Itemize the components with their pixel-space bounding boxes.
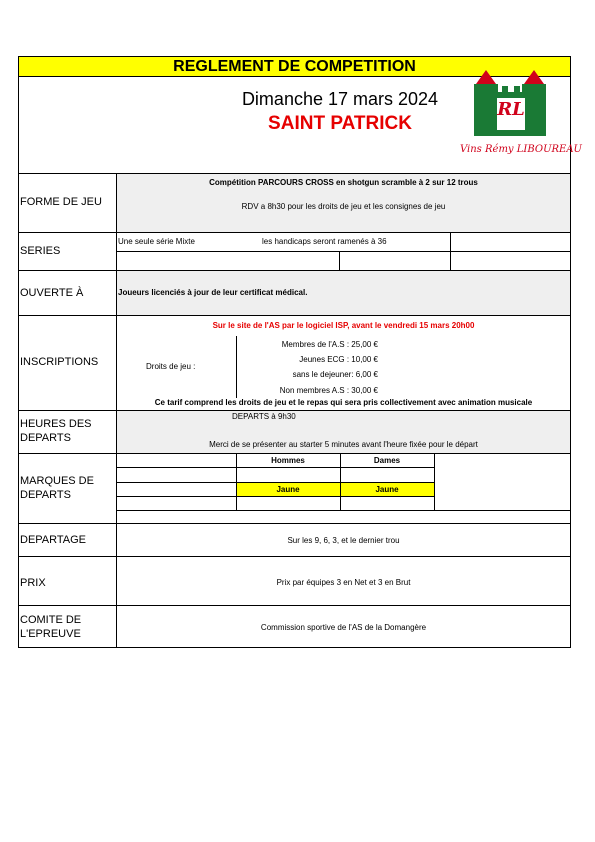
price-non-membres: Non membres A.S : 30,00 € [279,386,378,395]
event-date: Dimanche 17 mars 2024 [241,89,439,109]
tee-line [116,496,434,497]
row-divider [18,315,571,316]
tee-col [340,453,341,510]
row-divider [18,556,571,557]
series-mid-line [116,251,571,252]
col-dames: Dames [373,456,401,465]
forme-line2: RDV a 8h30 pour les droits de jeu et les consignes de jeu [241,202,446,211]
comite-label-1: COMITE DE [20,614,82,626]
page-title: REGLEMENT DE COMPETITION [19,57,570,77]
event-name: SAINT PATRICK [268,113,412,134]
forme-label: FORME DE JEU [20,196,102,208]
series-label: SERIES [20,245,61,257]
departage-text: Sur les 9, 6, 3, et le dernier trou [287,536,400,545]
logo-brand: Vins Rémy LIBOUREAU [460,144,582,155]
price-membres: Membres de l'A.S : 25,00 € [281,340,378,349]
tee-hommes: Jaune [236,483,340,496]
marques-label-2: DEPARTS [20,489,71,501]
comite-text: Commission sportive de l'AS de la Domangère [260,623,427,632]
price-sans-dejeuner: sans le dejeuner: 6,00 € [292,370,378,379]
inscriptions-footnote: Ce tarif comprend les droits de jeu et le repas qui sera pris collectivement avec animation musicale [154,398,533,407]
price-jeunes: Jeunes ECG : 10,00 € [299,355,378,364]
logo-monogram: RL [497,99,525,120]
comite-label-2: L'EPREUVE [20,628,81,640]
col-hommes: Hommes [271,456,305,465]
tee-col [434,453,435,510]
series-text1: Une seule série Mixte [118,237,195,246]
heures-label-1: HEURES DES [20,418,92,430]
tee-line [116,510,571,511]
prices-divider [236,336,237,398]
tee-dames: Jaune [340,483,434,496]
series-text2: les handicaps seront ramenés à 36 [262,237,387,246]
ouverte-text: Joueurs licenciés à jour de leur certificat médical. [118,288,308,297]
row-divider [18,605,571,606]
row-divider [18,453,571,454]
tee-line [116,467,434,468]
heures-label-2: DEPARTS [20,432,71,444]
row-divider [18,523,571,524]
heures-line2: Merci de se présenter au starter 5 minutes avant l'heure fixée pour le départ [209,440,478,449]
brand-logo [460,66,582,166]
series-col2 [450,232,451,270]
marques-label-1: MARQUES DE [20,475,94,487]
prix-label: PRIX [20,577,46,589]
heures-line1: DEPARTS à 9h30 [232,412,296,421]
inscriptions-notice: Sur le site de l'AS par le logiciel ISP, avant le vendredi 15 mars 20h00 [212,321,475,330]
prix-text: Prix par équipes 3 en Net et 3 en Brut [276,578,411,587]
forme-line1: Compétition PARCOURS CROSS en shotgun scramble à 2 sur 12 trous [209,178,478,187]
droits-label: Droits de jeu : [146,362,196,371]
row-divider [18,232,571,233]
series-col1 [339,251,340,270]
inscriptions-label: INSCRIPTIONS [20,356,99,368]
ouverte-label: OUVERTE À [20,287,84,299]
tee-col [236,453,237,510]
departage-label: DEPARTAGE [20,534,87,546]
